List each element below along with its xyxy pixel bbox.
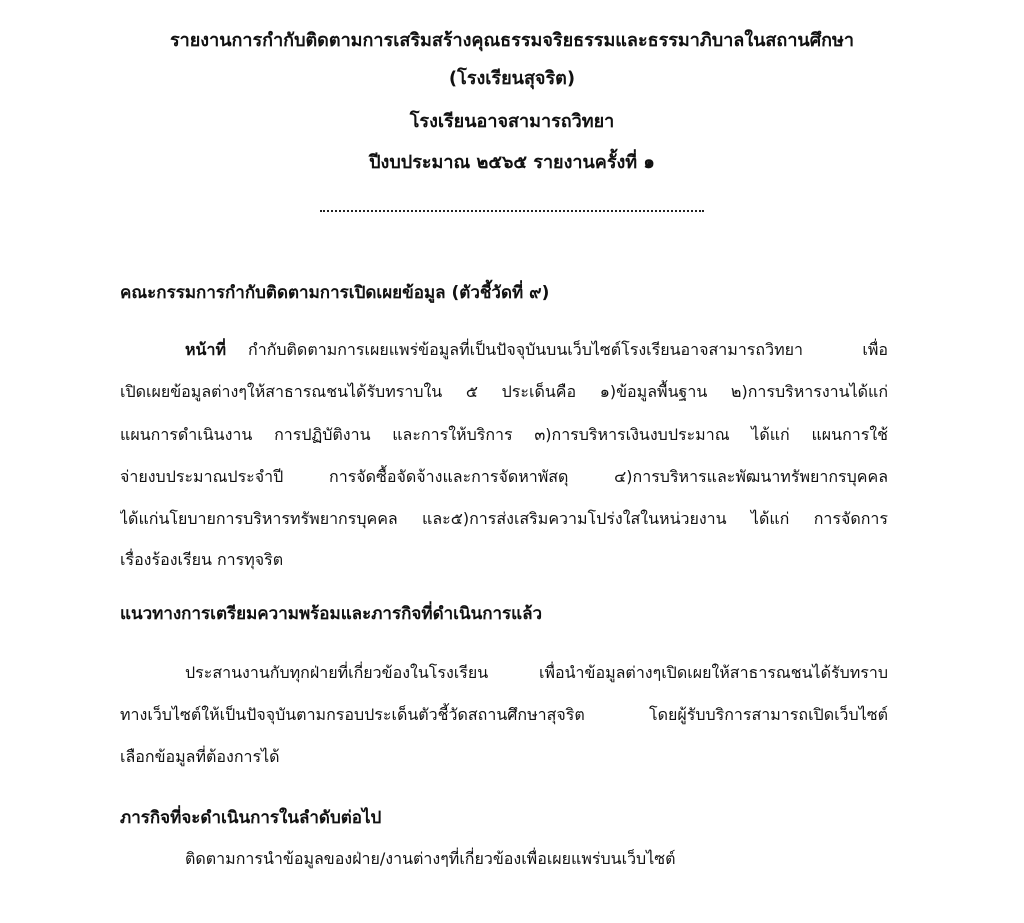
paragraph-line: เลือกข้อมูลที่ต้องการได้ [120, 747, 280, 766]
section-heading-next-tasks: ภารกิจที่จะดำเนินการในลำดับต่อไป [120, 808, 382, 828]
paragraph-line: จ่ายงบประมาณประจำปี การจัดซื้อจัดจ้างและการจัดหาพัสดุ ๔)การบริหารและพัฒนาทรัพยากรบุคคล [120, 467, 888, 486]
duty-label: หน้าที่ [185, 340, 227, 359]
paragraph-line: เปิดเผยข้อมูลต่างๆให้สาธารณชนได้รับทราบใน ๕ ประเด็นคือ ๑)ข้อมูลพื้นฐาน ๒)การบริหารงานได้แก่ [120, 382, 888, 401]
paragraph-line: ติดตามการนำข้อมูลของฝ่าย/งานต่างๆที่เกี่ยวข้องเพื่อเผยแพร่บนเว็บไซต์ [185, 849, 676, 868]
paragraph-line: ทางเว็บไซต์ให้เป็นปัจจุบันตามกรอบประเด็นตัวชี้วัดสถานศึกษาสุจริต โดยผู้รับบริการสามารถเปิดเว็บไซต์ [120, 705, 888, 724]
report-subtitle: (โรงเรียนสุจริต) [448, 68, 576, 89]
report-title: รายงานการกำกับติดตามการเสริมสร้างคุณธรรมจริยธรรมและธรรมาภิบาลในสถานศึกษา [169, 30, 855, 51]
paragraph-line: เรื่องร้องเรียน การทุจริต [120, 550, 284, 569]
dotted-separator [320, 202, 704, 212]
paragraph-line: ได้แก่นโยบายการบริหารทรัพยากรบุคคล และ๕)การส่งเสริมความโปร่งใสในหน่วยงาน ได้แก่ การจัดการ [120, 509, 888, 528]
section-heading-committee: คณะกรรมการกำกับติดตามการเปิดเผยข้อมูล (ตัวชี้วัดที่ ๙) [120, 283, 550, 303]
paragraph-line: ประสานงานกับทุกฝ่ายที่เกี่ยวข้องในโรงเรียน เพื่อนำข้อมูลต่างๆเปิดเผยให้สาธารณชนได้รับทราบ [185, 663, 888, 682]
fiscal-year-report-number: ปีงบประมาณ ๒๕๖๕ รายงานครั้งที่ ๑ [369, 152, 655, 173]
paragraph-text: กำกับติดตามการเผยแพร่ข้อมูลที่เป็นปัจจุบันบนเว็บไซต์โรงเรียนอาจสามารถวิทยา เพื่อ [248, 340, 888, 359]
school-name: โรงเรียนอาจสามารถวิทยา [409, 111, 615, 132]
paragraph-line [185, 337, 888, 363]
paragraph-line: แผนการดำเนินงาน การปฏิบัติงาน และการให้บริการ ๓)การบริหารเงินงบประมาณ ได้แก่ แผนการใช้ [120, 425, 888, 444]
section-heading-preparation: แนวทางการเตรียมความพร้อมและภารกิจที่ดำเนินการแล้ว [120, 604, 543, 624]
